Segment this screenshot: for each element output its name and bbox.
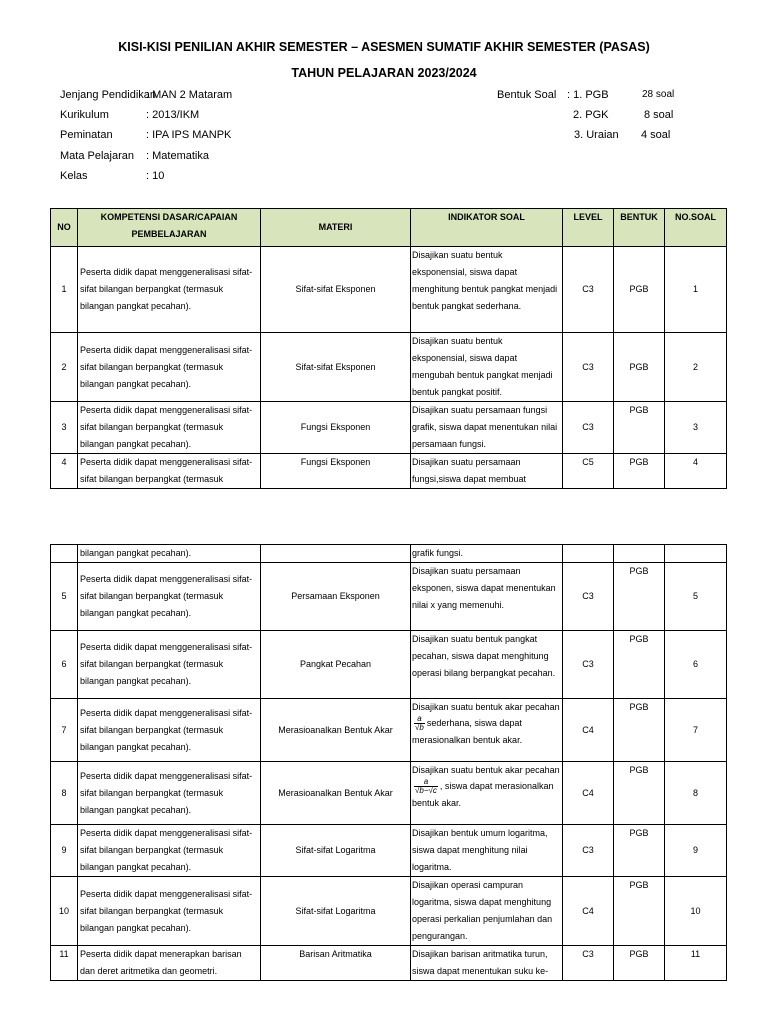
cell-kompetensi: Peserta didik dapat menggeneralisasi sifat-sifat bilangan berpangkat (termasuk bilangan pangkat pecahan). — [78, 699, 261, 762]
cell-nosoal: 3 — [665, 402, 727, 454]
cell-nosoal: 7 — [665, 699, 727, 762]
cell-indikator: grafik fungsi. — [411, 545, 563, 563]
cell-kompetensi: Peserta didik dapat menggeneralisasi sifat-sifat bilangan berpangkat (termasuk bilangan pangkat pecahan). — [78, 333, 261, 402]
info-label: Jenjang Pendidikan — [60, 89, 157, 101]
cell-kompetensi: Peserta didik dapat menggeneralisasi sifat-sifat bilangan berpangkat (termasuk bilangan pangkat pecahan). — [78, 762, 261, 825]
cell-bentuk: PGB — [614, 762, 665, 825]
cell-bentuk: PGB — [614, 699, 665, 762]
cell-level: C3 — [563, 563, 614, 631]
cell-kompetensi: Peserta didik dapat menggeneralisasi sifat-sifat bilangan berpangkat (termasuk bilangan pangkat pecahan). — [78, 402, 261, 454]
cell-level: C3 — [563, 333, 614, 402]
cell-level: C3 — [563, 631, 614, 699]
info-value: : IPA IPS MANPK — [146, 129, 232, 141]
cell-level: C5 — [563, 454, 614, 489]
cell-indikator: Disajikan suatu persamaan fungsi,siswa dapat membuat — [411, 454, 563, 489]
cell-bentuk: PGB — [614, 333, 665, 402]
table-row — [51, 247, 727, 333]
cell-level: C4 — [563, 762, 614, 825]
cell-materi — [261, 545, 411, 563]
cell-level: C4 — [563, 877, 614, 946]
cell-indikator — [411, 699, 563, 762]
table-row — [51, 946, 727, 981]
cell-nosoal: 11 — [665, 946, 727, 981]
cell-indikator: Disajikan bentuk umum logaritma, siswa dapat menghitung nilai logaritma. — [411, 825, 563, 877]
kisi-kisi-table-part1 — [50, 208, 727, 489]
cell-materi: Fungsi Eksponen — [261, 454, 411, 489]
cell-bentuk — [614, 545, 665, 563]
table-row — [51, 877, 727, 946]
indikator-text: Disajikan suatu bentuk akar pecahan — [412, 765, 560, 775]
cell-no: 9 — [51, 825, 78, 877]
indikator-text: sederhana, siswa dapat merasionalkan bentuk akar. — [412, 718, 523, 746]
cell-kompetensi: Peserta didik dapat menggeneralisasi sifat-sifat bilangan berpangkat (termasuk bilangan pangkat pecahan). — [78, 825, 261, 877]
cell-nosoal: 2 — [665, 333, 727, 402]
table-row — [51, 825, 727, 877]
document-subtitle: TAHUN PELAJARAN 2023/2024 — [291, 66, 477, 80]
cell-no: 11 — [51, 946, 78, 981]
cell-level — [563, 545, 614, 563]
bentuk-item: : 1. PGB — [567, 89, 609, 101]
cell-level: C3 — [563, 247, 614, 333]
cell-nosoal: 5 — [665, 563, 727, 631]
cell-indikator: Disajikan suatu bentuk pangkat pecahan, siswa dapat menghitung operasi bilang berpangkat pecahan. — [411, 631, 563, 699]
cell-materi: Sifat-sifat Logaritma — [261, 877, 411, 946]
cell-bentuk: PGB — [614, 563, 665, 631]
info-value: : MAN 2 Mataram — [146, 89, 233, 101]
cell-nosoal: 8 — [665, 762, 727, 825]
cell-no: 3 — [51, 402, 78, 454]
cell-kompetensi: Peserta didik dapat menerapkan barisan dan deret aritmetika dan geometri. — [78, 946, 261, 981]
cell-kompetensi: Peserta didik dapat menggeneralisasi sifat-sifat bilangan berpangkat (termasuk bilangan pangkat pecahan). — [78, 877, 261, 946]
cell-materi: Sifat-sifat Eksponen — [261, 333, 411, 402]
info-label: Peminatan — [60, 129, 113, 141]
cell-no: 1 — [51, 247, 78, 333]
cell-nosoal: 6 — [665, 631, 727, 699]
col-header-no: NO — [51, 209, 78, 247]
cell-no: 10 — [51, 877, 78, 946]
info-label: Mata Pelajaran — [60, 150, 134, 162]
cell-no: 2 — [51, 333, 78, 402]
indikator-text: , siswa dapat merasionalkan bentuk akar. — [412, 781, 554, 809]
table-row — [51, 699, 727, 762]
cell-level: C3 — [563, 402, 614, 454]
cell-bentuk: PGB — [614, 825, 665, 877]
info-value: : Matematika — [146, 150, 209, 162]
cell-kompetensi: Peserta didik dapat menggeneralisasi sifat-sifat bilangan berpangkat (termasuk bilangan pangkat pecahan). — [78, 631, 261, 699]
cell-no: 4 — [51, 454, 78, 489]
cell-materi: Merasioanalkan Bentuk Akar — [261, 699, 411, 762]
table-row — [51, 563, 727, 631]
info-label: Kurikulum — [60, 109, 109, 121]
bentuk-item: 2. PGK — [573, 109, 609, 121]
cell-kompetensi: Peserta didik dapat menggeneralisasi sifat-sifat bilangan berpangkat (termasuk bilangan pangkat pecahan). — [78, 563, 261, 631]
info-value: : 2013/IKM — [146, 109, 200, 121]
cell-bentuk: PGB — [614, 631, 665, 699]
cell-level: C4 — [563, 699, 614, 762]
cell-kompetensi: Peserta didik dapat menggeneralisasi sifat-sifat bilangan berpangkat (termasuk bilangan pangkat pecahan). — [78, 247, 261, 333]
cell-bentuk: PGB — [614, 454, 665, 489]
table-row — [51, 402, 727, 454]
cell-materi: Pangkat Pecahan — [261, 631, 411, 699]
kisi-kisi-table-part2 — [50, 544, 727, 981]
cell-bentuk: PGB — [614, 402, 665, 454]
table-row — [51, 631, 727, 699]
cell-materi: Fungsi Eksponen — [261, 402, 411, 454]
cell-kompetensi: Peserta didik dapat menggeneralisasi sifat-sifat bilangan berpangkat (termasuk — [78, 454, 261, 489]
cell-indikator: Disajikan suatu persamaan eksponen, siswa dapat menentukan nilai x yang memenuhi. — [411, 563, 563, 631]
bentuk-count: 8 soal — [644, 109, 674, 121]
table-row — [51, 762, 727, 825]
fraction-numerator: a — [414, 715, 425, 724]
cell-level: C3 — [563, 825, 614, 877]
cell-materi: Sifat-sifat Logaritma — [261, 825, 411, 877]
bentuk-count: 28 soal — [642, 89, 675, 100]
fraction-denominator: √b−√c — [415, 786, 437, 796]
col-header-bentuk: BENTUK — [614, 209, 665, 247]
col-header-indikator: INDIKATOR SOAL — [411, 209, 563, 247]
cell-nosoal — [665, 545, 727, 563]
fraction-numerator: a — [414, 778, 438, 787]
info-label: Kelas — [60, 170, 88, 182]
cell-nosoal: 9 — [665, 825, 727, 877]
bentuk-label: Bentuk Soal — [497, 89, 557, 101]
document-title: KISI-KISI PENILIAN AKHIR SEMESTER – ASESMEN SUMATIF AKHIR SEMESTER (PASAS) — [118, 40, 650, 54]
cell-nosoal: 4 — [665, 454, 727, 489]
cell-no: 5 — [51, 563, 78, 631]
cell-indikator — [411, 762, 563, 825]
cell-nosoal: 1 — [665, 247, 727, 333]
table-row-continued — [51, 545, 727, 563]
cell-indikator: Disajikan operasi campuran logaritma, siswa dapat menghitung operasi perkalian penjumlahan dan pengurangan. — [411, 877, 563, 946]
table-row — [51, 454, 727, 489]
cell-indikator: Disajikan suatu persamaan fungsi grafik, siswa dapat menentukan nilai persamaan fungsi. — [411, 402, 563, 454]
cell-no: 6 — [51, 631, 78, 699]
col-header-level: LEVEL — [563, 209, 614, 247]
cell-bentuk: PGB — [614, 946, 665, 981]
cell-indikator: Disajikan suatu bentuk eksponensial, siswa dapat menghitung bentuk pangkat menjadi bentuk pangkat sederhana. — [411, 247, 563, 333]
cell-bentuk: PGB — [614, 247, 665, 333]
cell-materi: Sifat-sifat Eksponen — [261, 247, 411, 333]
table-row — [51, 333, 727, 402]
cell-materi: Persamaan Eksponen — [261, 563, 411, 631]
col-header-materi: MATERI — [261, 209, 411, 247]
bentuk-count: 4 soal — [641, 129, 671, 141]
fraction-formula — [414, 715, 425, 732]
cell-kompetensi: bilangan pangkat pecahan). — [78, 545, 261, 563]
cell-nosoal: 10 — [665, 877, 727, 946]
cell-indikator: Disajikan barisan aritmatika turun, siswa dapat menentukan suku ke- — [411, 946, 563, 981]
fraction-formula — [414, 778, 438, 795]
cell-materi: Merasioanalkan Bentuk Akar — [261, 762, 411, 825]
cell-level: C3 — [563, 946, 614, 981]
bentuk-item: 3. Uraian — [574, 129, 619, 141]
cell-no — [51, 545, 78, 563]
cell-no: 8 — [51, 762, 78, 825]
cell-bentuk: PGB — [614, 877, 665, 946]
info-value: : 10 — [146, 170, 165, 182]
cell-indikator: Disajikan suatu bentuk eksponensial, siswa dapat mengubah bentuk pangkat menjadi bentuk pangkat positif. — [411, 333, 563, 402]
cell-no: 7 — [51, 699, 78, 762]
table-header-row — [51, 209, 727, 247]
indikator-text: Disajikan suatu bentuk akar pecahan — [412, 702, 560, 712]
col-header-nosoal: NO.SOAL — [665, 209, 727, 247]
cell-materi: Barisan Aritmatika — [261, 946, 411, 981]
fraction-denominator: √b — [415, 723, 424, 733]
col-header-kompetensi: KOMPETENSI DASAR/CAPAIAN PEMBELAJARAN — [78, 209, 261, 247]
